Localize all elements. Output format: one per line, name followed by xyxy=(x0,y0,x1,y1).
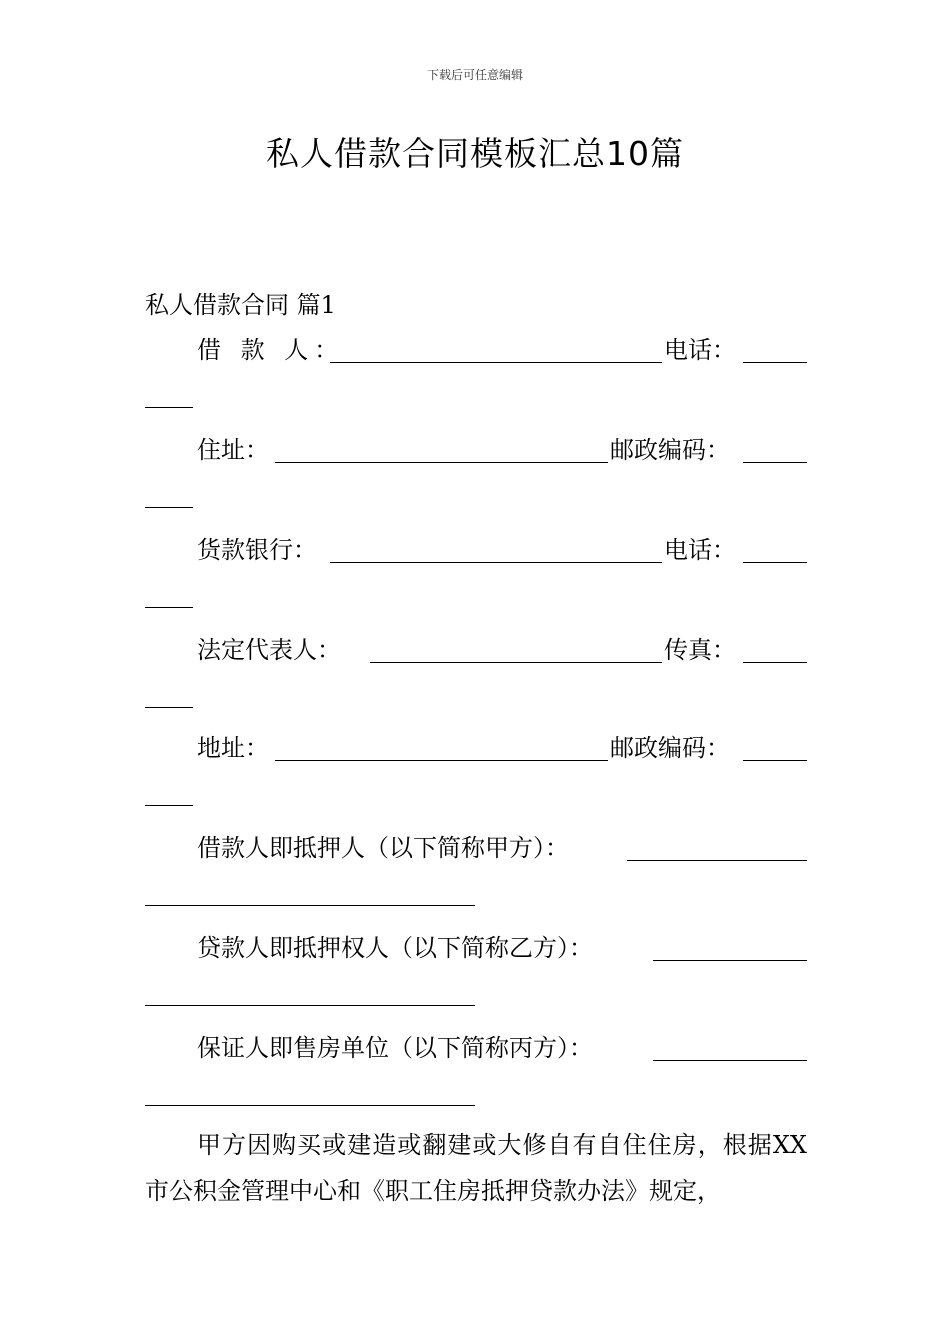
blank-line[interactable] xyxy=(275,760,608,761)
body-paragraph xyxy=(145,1122,807,1214)
field-label: 住址： xyxy=(197,436,269,464)
party-field-guarantor xyxy=(145,1032,807,1132)
field-label-secondary: 传真： xyxy=(664,636,736,664)
blank-line[interactable] xyxy=(330,362,662,363)
field-label: 贷款人即抵押权人（以下简称乙方）： xyxy=(197,934,593,962)
form-field-bank xyxy=(145,534,807,634)
field-label-secondary: 电话： xyxy=(664,336,736,364)
form-field-address xyxy=(145,434,807,534)
blank-line[interactable] xyxy=(627,860,807,861)
blank-line-continued[interactable] xyxy=(145,607,193,608)
field-label: 货款银行： xyxy=(197,536,317,564)
blank-line[interactable] xyxy=(330,562,662,563)
section-title: 私人借款合同 篇1 xyxy=(145,291,336,319)
blank-line-continued[interactable] xyxy=(145,407,193,408)
field-label: 借 款 人： xyxy=(197,336,345,364)
page-header-note: 下载后可任意编辑 xyxy=(426,68,523,82)
blank-line[interactable] xyxy=(743,362,807,363)
blank-line-continued[interactable] xyxy=(145,507,193,508)
blank-line[interactable] xyxy=(275,462,608,463)
party-field-lender xyxy=(145,932,807,1032)
field-label-secondary: 邮政编码： xyxy=(610,734,730,762)
blank-line-continued[interactable] xyxy=(145,1105,475,1106)
field-label: 法定代表人： xyxy=(197,636,341,664)
field-label: 地址： xyxy=(197,734,269,762)
blank-line[interactable] xyxy=(743,662,807,663)
document-title: 私人借款合同模板汇总10篇 xyxy=(266,134,684,173)
field-label: 保证人即售房单位（以下简称丙方）： xyxy=(197,1034,593,1062)
party-field-borrower xyxy=(145,832,807,932)
blank-line[interactable] xyxy=(370,662,662,663)
blank-line[interactable] xyxy=(743,562,807,563)
field-label: 借款人即抵押人（以下简称甲方）： xyxy=(197,834,569,862)
blank-line[interactable] xyxy=(743,462,807,463)
blank-line[interactable] xyxy=(743,760,807,761)
form-field-borrower xyxy=(145,334,807,434)
blank-line-continued[interactable] xyxy=(145,905,475,906)
blank-line[interactable] xyxy=(653,960,807,961)
field-label-secondary: 电话： xyxy=(664,536,736,564)
blank-line-continued[interactable] xyxy=(145,805,193,806)
blank-line[interactable] xyxy=(653,1060,807,1061)
paragraph-text: 甲方因购买或建造或翻建或大修自有自住住房，根据XX市公积金管理中心和《职工住房抵押贷款办法》规定， xyxy=(145,1131,807,1205)
form-field-legal-rep xyxy=(145,634,807,734)
field-label-secondary: 邮政编码： xyxy=(610,436,730,464)
blank-line-continued[interactable] xyxy=(145,707,193,708)
form-field-address-2 xyxy=(145,732,807,832)
blank-line-continued[interactable] xyxy=(145,1005,475,1006)
